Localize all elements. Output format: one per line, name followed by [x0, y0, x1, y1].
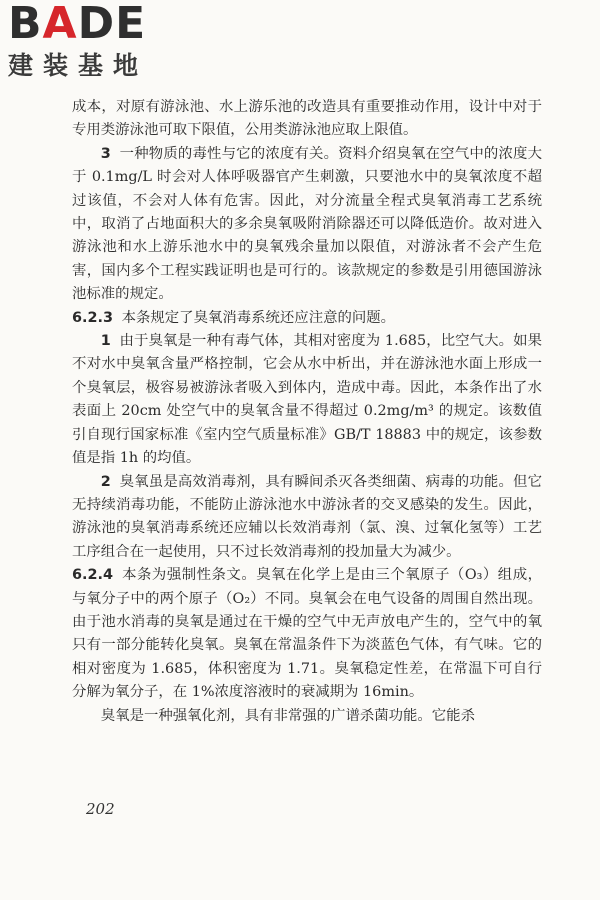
paragraph-text: 本条规定了臭氧消毒系统还应注意的问题。 — [121, 309, 396, 326]
logo-letter-b: B — [8, 0, 43, 49]
clause-number: 1 — [100, 333, 111, 350]
paragraph — [72, 330, 542, 470]
clause-number: 3 — [100, 145, 111, 162]
clause-number: 2 — [100, 473, 111, 490]
paragraph — [72, 471, 542, 565]
paragraph — [72, 143, 542, 307]
bade-logo — [8, 2, 178, 86]
paragraph — [72, 307, 542, 330]
logo-letter-a: A — [42, 0, 78, 49]
page-number: 202 — [86, 800, 115, 818]
page-body — [72, 96, 542, 728]
paragraph-text: 由于臭氧是一种有毒气体，其相对密度为 1.685，比空气大。如果不对水中臭氧含量严格控制，它会从水中析出，并在游泳池水面上形成一个臭氧层，极容易被游泳者吸入到体内，造成中毒。因此，本条作出了水表面上 20cm 处空气中的臭氧含量不得超过 0.2mg/m³ 的规定。该数值引自现行国家标准《室内空气质量标准》GB/T 18883 中的规定，该参数值是指 1h 的均值。 — [72, 333, 542, 467]
paragraph — [72, 96, 542, 143]
paragraph — [72, 564, 542, 704]
clause-number: 6.2.3 — [72, 309, 113, 326]
paragraph-text: 成本，对原有游泳池、水上游乐池的改造具有重要推动作用，设计中对于专用类游泳池可取下限值，公用类游泳池应取上限值。 — [72, 99, 542, 139]
paragraph-text: 臭氧虽是高效消毒剂，具有瞬间杀灭各类细菌、病毒的功能。但它无持续消毒功能，不能防止游泳池水中游泳者的交叉感染的发生。因此，游泳池的臭氧消毒系统还应辅以长效消毒剂（氯、溴、过氧化氢等）工艺工序组合在一起使用，只不过长效消毒剂的投加量大为减少。 — [72, 473, 542, 560]
paragraph — [72, 705, 542, 728]
logo-letters-de: DE — [77, 0, 147, 49]
logo-wordmark — [8, 0, 178, 49]
paragraph-text: 臭氧是一种强氧化剂，具有非常强的广谱杀菌功能。它能杀 — [100, 707, 475, 724]
clause-number: 6.2.4 — [72, 567, 113, 584]
paragraph-text: 本条为强制性条文。臭氧在化学上是由三个氧原子（O₃）组成，与氧分子中的两个原子（O₂）不同。臭氧会在电气设备的周围自然出现。由于池水消毒的臭氧是通过在干燥的空气中无声放电产生的，空气中的氧只有一部分能转化臭氧。臭氧在常温条件下为淡蓝色气体，有气味。它的相对密度为 1.685，体积密度为 1.71。臭氧稳定性差，在常温下可自行分解为氧分子，在 1%浓度溶液时的衰减期为 16min。 — [72, 567, 542, 701]
logo-subtitle: 建装基地 — [8, 51, 149, 80]
paragraph-text: 一种物质的毒性与它的浓度有关。资料介绍臭氧在空气中的浓度大于 0.1mg/L 时会对人体呼吸器官产生刺激，只要池水中的臭氧浓度不超过该值，不会对人体有危害。因此，对分流量全程式臭氧消毒工艺系统中，取消了占地面积大的多余臭氧吸附消除器还可以降低造价。故对进入游泳池和水上游乐池水中的臭氧残余量加以限值，对游泳者不会产生危害，国内多个工程实践证明也是可行的。该款规定的参数是引用德国游泳池标准的规定。 — [72, 145, 542, 303]
